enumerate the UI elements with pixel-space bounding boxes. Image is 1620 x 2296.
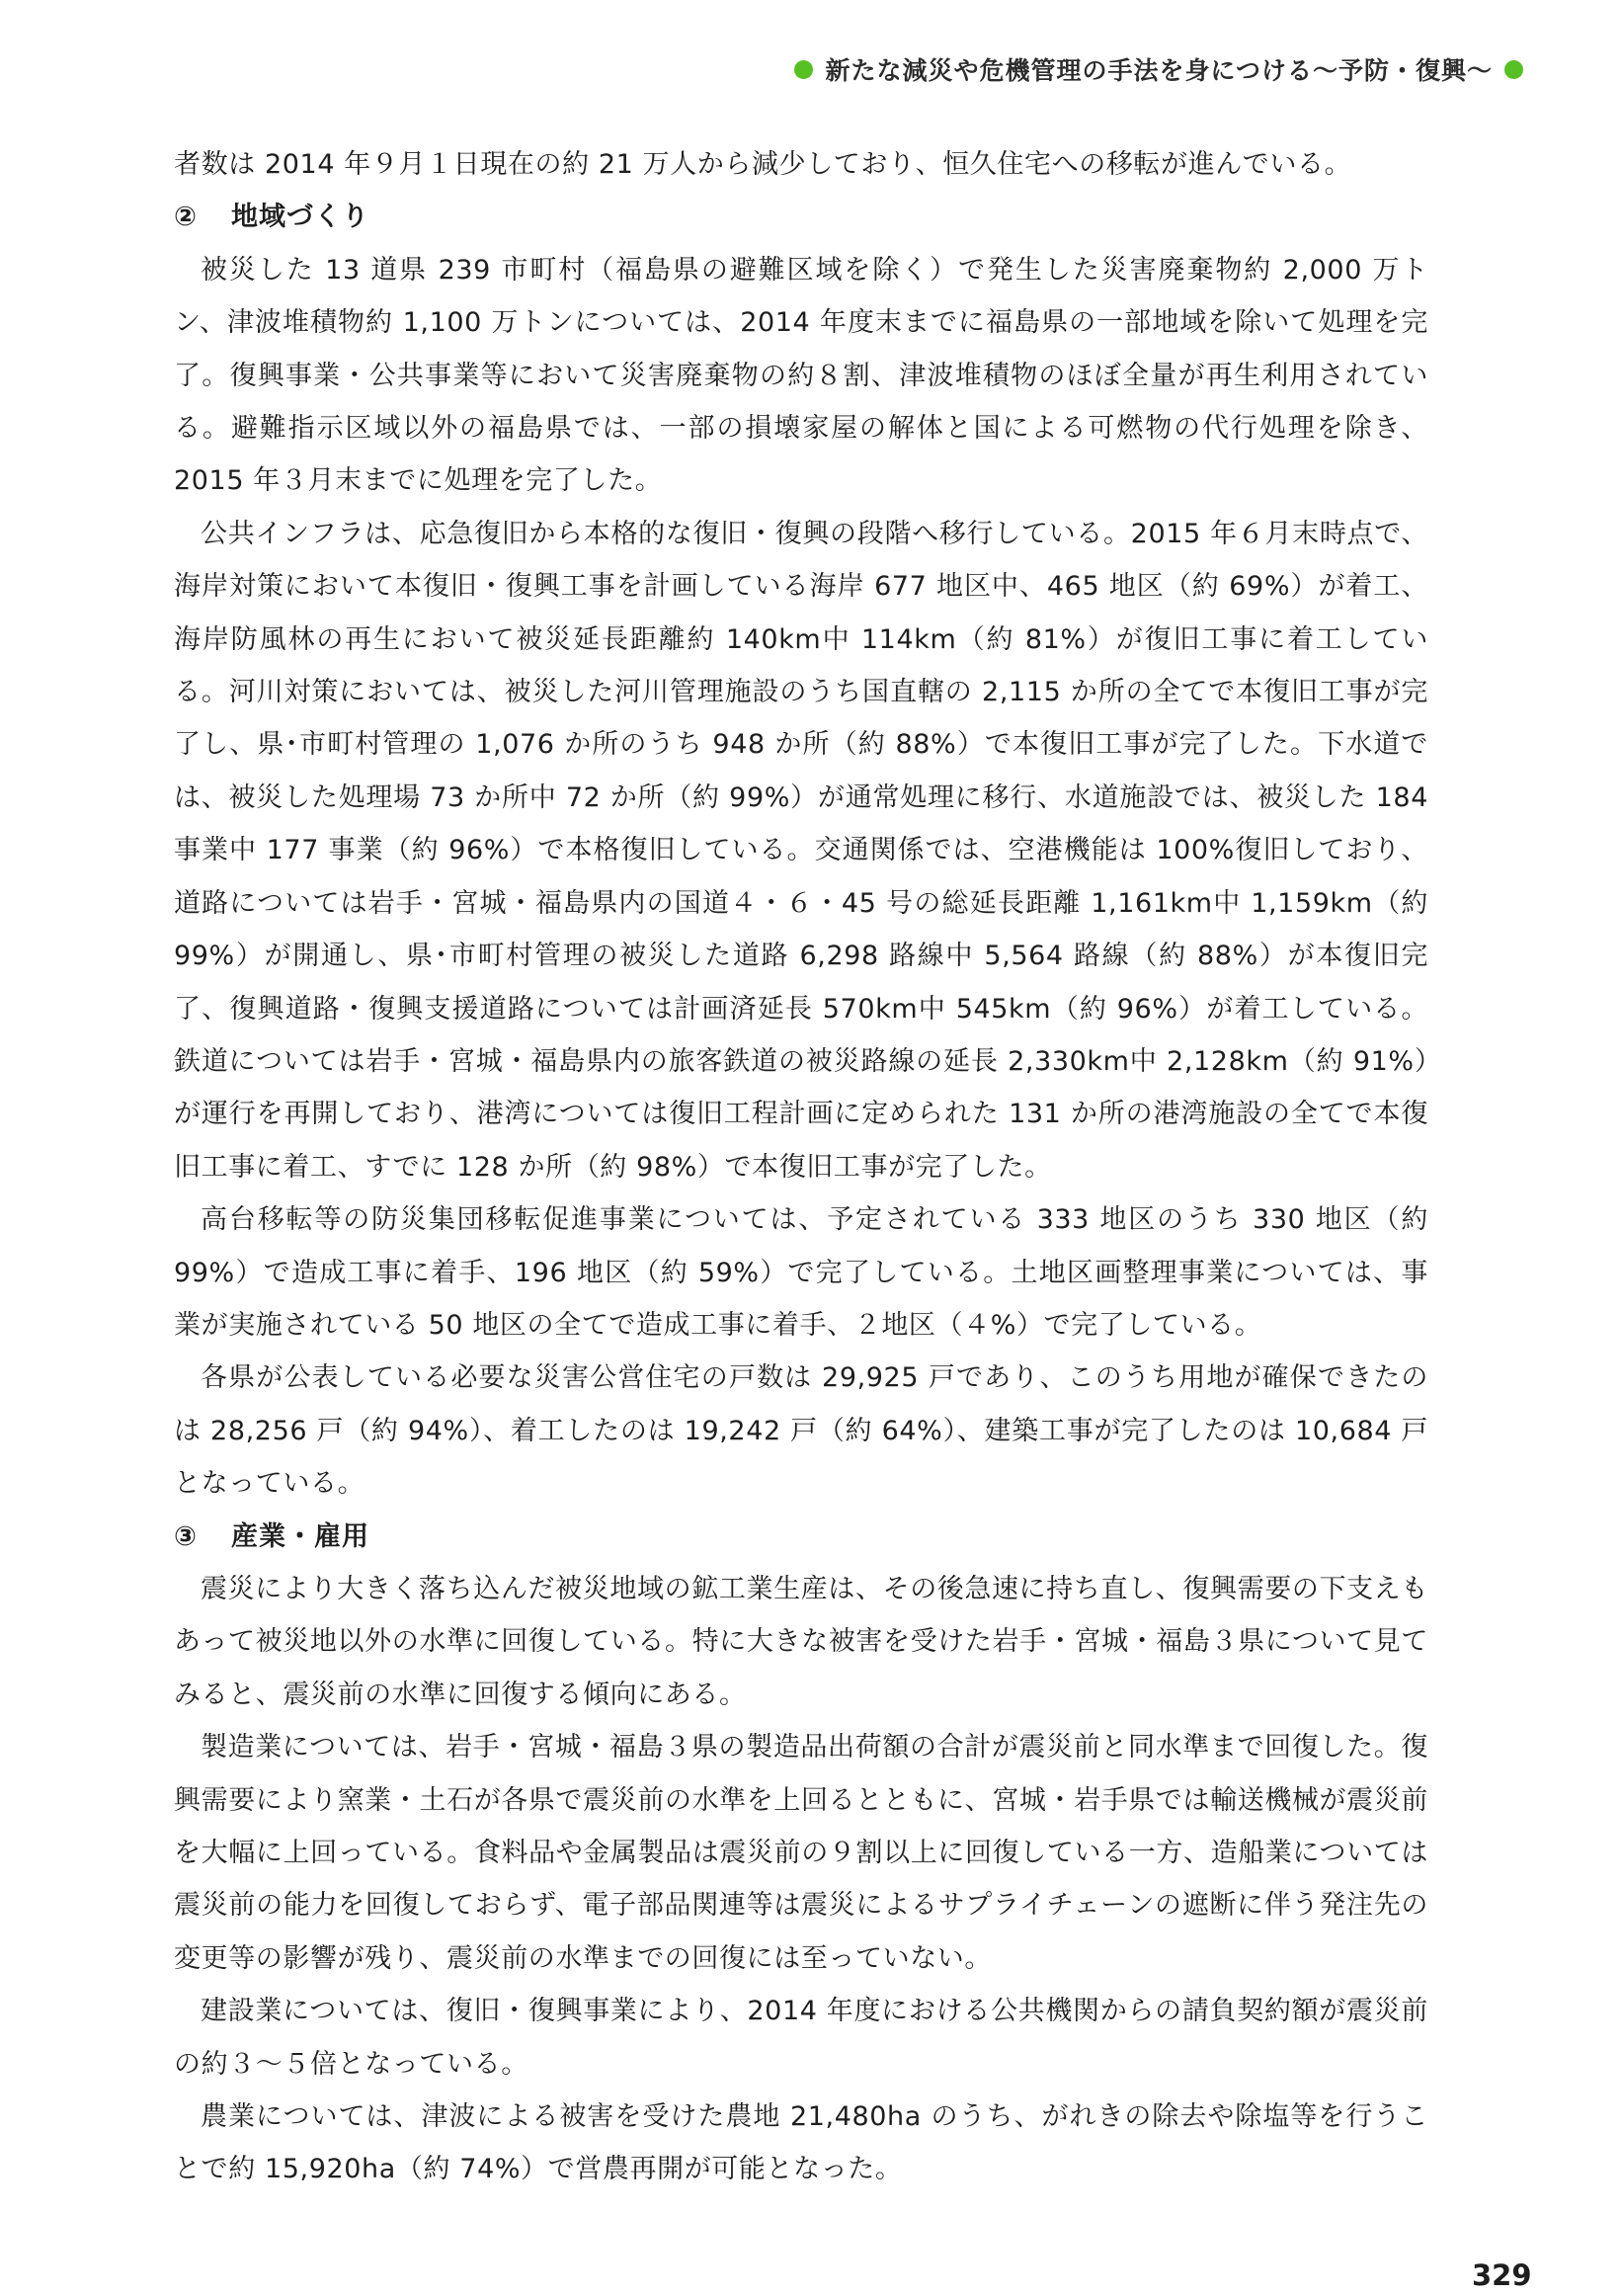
section-heading	[174, 1511, 1428, 1563]
paragraph: 建設業については、復旧・復興事業により、2014 年度における公共機関からの請負契約額が震災前の約３〜５倍となっている。	[174, 1996, 1428, 2080]
section-number: ②	[174, 202, 198, 233]
paragraph: 各県が公表している必要な災害公営住宅の戸数は 29,925 戸であり、このうち用地が確保できたのは 28,256 戸（約 94%）、着工したのは 19,242 戸（約 64%）、建築工事が完了したのは 10,684 戸となっている。	[174, 1362, 1428, 1500]
section-heading	[174, 191, 1428, 243]
main-text	[174, 138, 1428, 2196]
chapter-title: 新たな減災や危機管理の手法を身につける〜予防・復興〜	[825, 56, 1493, 85]
paragraph: 製造業については、岩手・宮城・福島３県の製造品出荷額の合計が震災前と同水準まで回復した。復興需要により窯業・土石が各県で震災前の水準を上回るとともに、宮城・岩手県では輸送機械が震災前を大幅に上回っている。食料品や金属製品は震災前の９割以上に回復している一方、造船業については震災前の能力を回復しておらず、電子部品関連等は震災によるサプライチェーンの遮断に伴う発注先の変更等の影響が残り、震災前の水準までの回復には至っていない。	[174, 1732, 1428, 1974]
section-title: 地域づくり	[231, 202, 369, 233]
page-number: 329	[1472, 2258, 1532, 2292]
paragraph: 震災により大きく落ち込んだ被災地域の鉱工業生産は、その後急速に持ち直し、復興需要の下支えもあって被災地以外の水準に回復している。特に大きな被害を受けた岩手・宮城・福島３県について見てみると、震災前の水準に回復する傾向にある。	[174, 1573, 1428, 1710]
paragraph: 者数は 2014 年９月１日現在の約 21 万人から減少しており、恒久住宅への移転が進んでいる。	[174, 149, 1352, 180]
paragraph: 公共インフラは、応急復旧から本格的な復旧・復興の段階へ移行している。2015 年６月末時点で、海岸対策において本復旧・復興工事を計画している海岸 677 地区中、465 地区（約 69%）が着工、海岸防風林の再生において被災延長距離約 140km中 114km（約 81%）が復旧工事に着工している。河川対策においては、被災した河川管理施設のうち国直轄の 2,115 か所の全てで本復旧工事が完了し、県･市町村管理の 1,076 か所のうち 948 か所（約 88%）で本復旧工事が完了した。下水道では、被災した処理場 73 か所中 72 か所（約 99%）が通常処理に移行、水道施設では、被災した 184 事業中 177 事業（約 96%）で本格復旧している。交通関係では、空港機能は 100%復旧しており、道路については岩手・宮城・福島県内の国道４・６・45 号の総延長距離 1,161km中 1,159km（約 99%）が開通し、県･市町村管理の被災した道路 6,298 路線中 5,564 路線（約 88%）が本復旧完了、復興道路・復興支援道路については計画済延長 570km中 545km（約 96%）が着工している。鉄道については岩手・宮城・福島県内の旅客鉄道の被災路線の延長 2,330km中 2,128km（約 91%）が運行を再開しており、港湾については復旧工程計画に定められた 131 か所の港湾施設の全てで本復旧工事に着工、すでに 128 か所（約 98%）で本復旧工事が完了した。	[174, 518, 1428, 1183]
running-header	[794, 51, 1523, 87]
paragraph: 被災した 13 道県 239 市町村（福島県の避難区域を除く）で発生した災害廃棄物約 2,000 万トン、津波堆積物約 1,100 万トンについては、2014 年度末までに福島県の一部地域を除いて処理を完了。復興事業・公共事業等において災害廃棄物の約８割、津波堆積物のほぼ全量が再生利用されている。避難指示区域以外の福島県では、一部の損壊家屋の解体と国による可燃物の代行処理を除き、2015 年３月末までに処理を完了した。	[174, 254, 1428, 497]
green-bullet-icon	[794, 60, 813, 79]
section-number: ③	[174, 1520, 198, 1552]
section-title: 産業・雇用	[231, 1520, 369, 1552]
paragraph: 高台移転等の防災集団移転促進事業については、予定されている 333 地区のうち 330 地区（約 99%）で造成工事に着手、196 地区（約 59%）で完了している。土地区画整理事業については、事業が実施されている 50 地区の全てで造成工事に着手、２地区（４%）で完了している。	[174, 1204, 1428, 1341]
green-bullet-icon	[1504, 60, 1523, 79]
paragraph: 農業については、津波による被害を受けた農地 21,480ha のうち、がれきの除去や除塩等を行うことで約 15,920ha（約 74%）で営農再開が可能となった。	[174, 2101, 1428, 2185]
